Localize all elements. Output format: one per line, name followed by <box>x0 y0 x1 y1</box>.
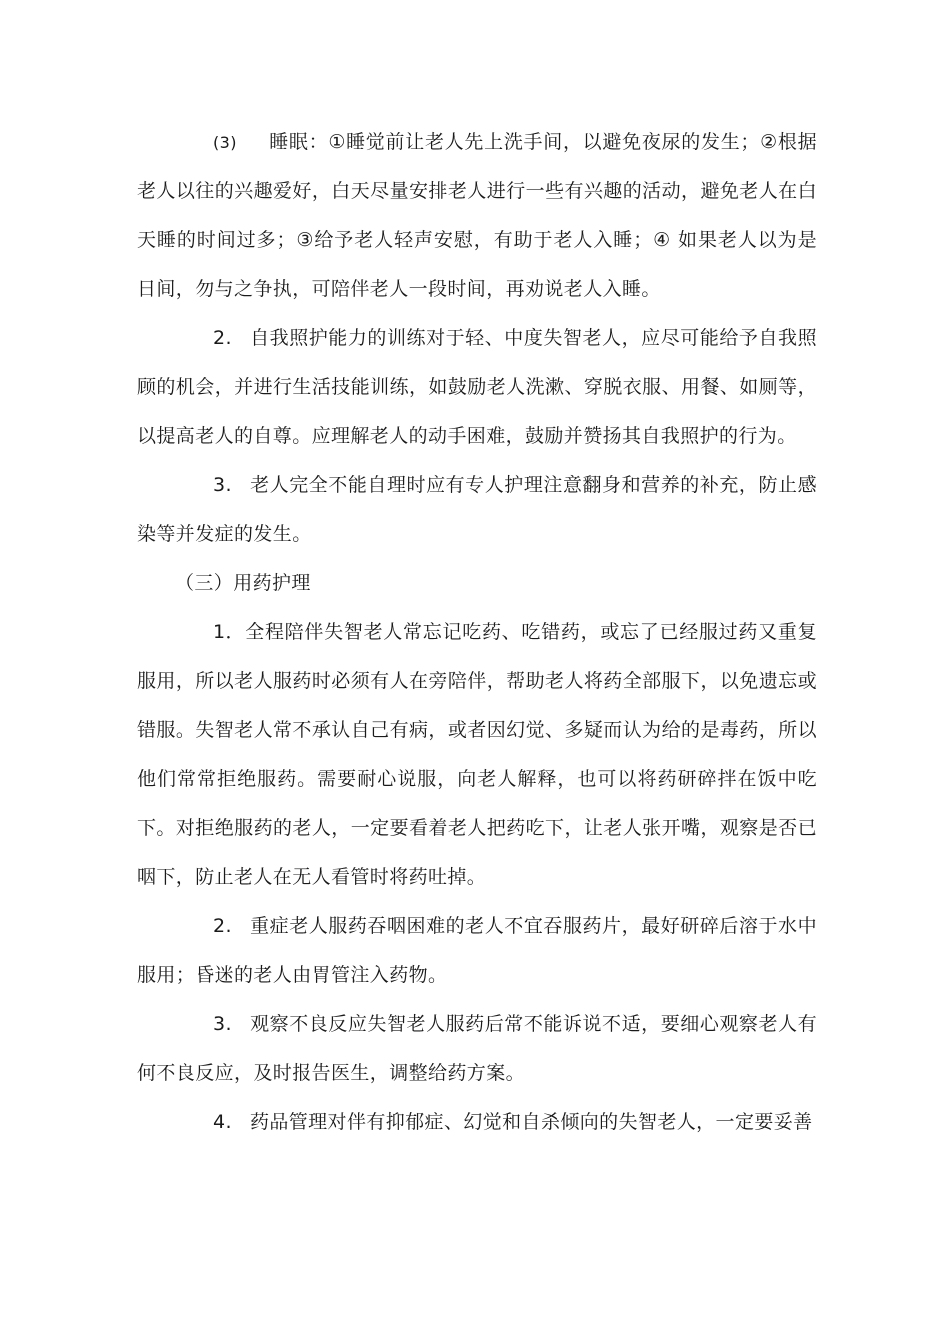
paragraph-text: 药品管理对伴有抑郁症、幻觉和自杀倾向的失智老人，一定要妥善 <box>249 1111 813 1133</box>
paragraph-text: 观察不良反应失智老人服药后常不能诉说不适，要细心观察老人有何不良反应，及时报告医生，调整给药方案。 <box>137 1013 817 1084</box>
section-heading-text: （三）用药护理 <box>175 572 311 594</box>
paragraph-side-effects <box>137 1000 817 1098</box>
item-number: 1． <box>213 621 245 643</box>
paragraph-text: 睡眠：①睡觉前让老人先上洗手间，以避免夜尿的发生；②根据老人以往的兴趣爱好，白天尽量安排老人进行一些有兴趣的活动，避免老人在白天睡的时间过多；③给予老人轻声安慰，有助于老人入睡；④ 如果老人以为是日间，勿与之争执，可陪伴老人一段时间，再劝说老人入睡。 <box>137 131 817 300</box>
item-number: 4. <box>213 1111 232 1133</box>
item-number: 3. <box>213 474 232 496</box>
item-number: 2. <box>213 915 232 937</box>
paragraph-text: 重症老人服药吞咽困难的老人不宜吞服药片，最好研碎后溶于水中服用；昏迷的老人由胃管注入药物。 <box>137 915 817 986</box>
section-heading-medication <box>137 559 817 608</box>
paragraph-sleep <box>137 118 817 314</box>
item-number: 2. <box>213 327 232 349</box>
paragraph-drug-management <box>137 1098 817 1147</box>
paragraph-accompany <box>137 608 817 902</box>
paragraph-text: 自我照护能力的训练对于轻、中度失智老人，应尽可能给予自我照顾的机会，并进行生活技能训练，如鼓励老人洗漱、穿脱衣服、用餐、如厕等，以提高老人的自尊。应理解老人的动手困难，鼓励并赞扬其自我照护的行为。 <box>137 327 817 447</box>
paragraph-severe-patients <box>137 902 817 1000</box>
document-body <box>137 118 817 1147</box>
paragraph-self-care-training <box>137 314 817 461</box>
paragraph-full-care <box>137 461 817 559</box>
item-number: 3. <box>213 1013 232 1035</box>
item-number: (3) <box>213 133 237 152</box>
paragraph-text: 全程陪伴失智老人常忘记吃药、吃错药，或忘了已经服过药又重复服用，所以老人服药时必须有人在旁陪伴，帮助老人将药全部服下，以免遗忘或错服。失智老人常不承认自己有病，或者因幻觉、多疑而认为给的是毒药，所以他们常常拒绝服药。需要耐心说服，向老人解释，也可以将药研碎拌在饭中吃下。对拒绝服药的老人，一定要看着老人把药吃下，让老人张开嘴，观察是否已咽下，防止老人在无人看管时将药吐掉。 <box>137 621 817 888</box>
paragraph-text: 老人完全不能自理时应有专人护理注意翻身和营养的补充，防止感染等并发症的发生。 <box>137 474 817 545</box>
